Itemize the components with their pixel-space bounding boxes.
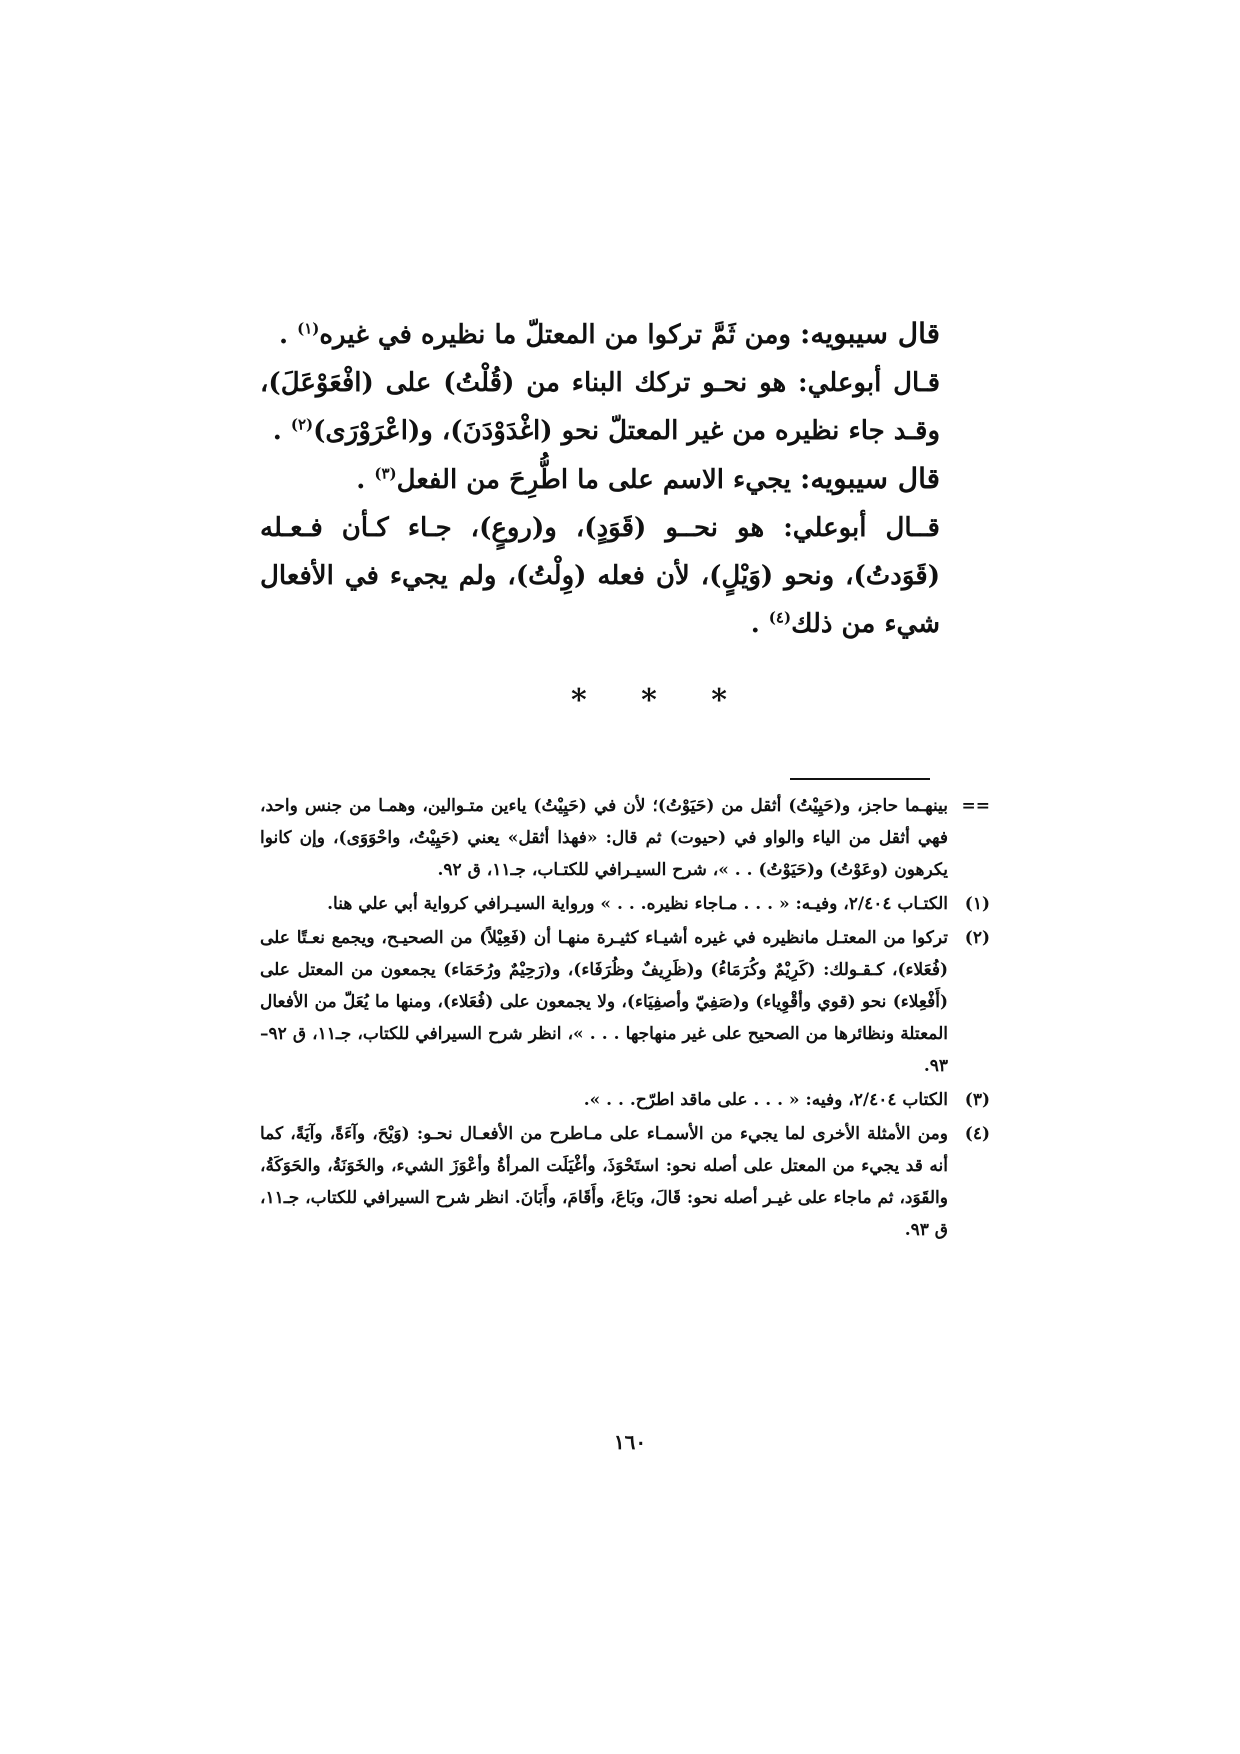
paragraph-2-text: قـال أبوعلي: هو نحـو تركك البناء من (قُلْتُ) على (افْعَوْعَلَ)، وقـد جاء نظيره من غير المعتلّ نحو (اغْدَوْدَنَ)، و(اعْرَوْرَى) [260, 368, 940, 446]
footnote-number: (٤) [964, 1124, 990, 1144]
footnote-2 [260, 922, 990, 1082]
footnote-number: (٣) [964, 1090, 990, 1110]
footnote-ref-3: (٣) [374, 464, 397, 483]
footnote-1 [260, 888, 990, 920]
footnote-number: (٢) [964, 928, 990, 948]
paragraph-4-end: . [750, 609, 769, 639]
footnote-number: (١) [964, 894, 990, 914]
paragraph-3-end: . [356, 465, 375, 495]
page-number [0, 1430, 1240, 1454]
paragraph-1-text: ومن ثَمَّ تركوا من المعتلّ ما نظيره في غيره [319, 320, 801, 350]
footnote-ref-2: (٢) [290, 415, 314, 434]
separator-stars: * * * [571, 683, 749, 718]
footnote-3 [260, 1084, 990, 1116]
footnote-text: ومن الأمثلة الأخرى لما يجيء من الأسمـاء على مـاطرح من الأفعـال نحـو: (وَيْحَ، وآءَةً، وآيَةً، كما أنه قد يجيء من المعتل على أصله نحو: استَحْوَذَ، وأغْيَلَت المرأةُ وأعْوَزَ الشيء، والخَوَنَةُ، والحَوَكَةُ، والقَوَد، ثم ماجاء على غيـر أصله نحو: قَالَ، وبَاعَ، وأَقَامَ، وأَبَانَ. انظر شرح السيرافي للكتاب، جـ١١، ق ٩٣. [260, 1124, 948, 1240]
paragraph-4 [260, 504, 990, 648]
footnote-rule [790, 778, 930, 780]
paragraph-3-text: يجيء الاسم على ما اطُّرِحَ من الفعل [396, 465, 801, 495]
footnote-ref-1: (١) [297, 319, 320, 338]
footnote-continued [260, 790, 990, 886]
speaker-label: قال سيبويه: [800, 462, 940, 495]
speaker-label: قال سيبويه: [800, 317, 940, 350]
footnote-number: == [961, 796, 990, 816]
paragraph-3 [260, 455, 990, 504]
footnote-text: بينهـما حاجز، و(حَيِيْتُ) أثقل من (حَيَوْتُ)؛ لأن في (حَيِيْتُ) ياءين متـوالين، وهمـا من جنس واحد، فهي أثقل من الياء والواو في (حيوت) ثم قال: «فهذا أثقل» يعني (حَيِيْتُ، واحْوَوَى)، وإن كانوا يكرهون (وعَوْتُ) و(حَيَوْتُ) . . »، شرح السيـرافي للكتـاب، جـ١١، ق ٩٢. [260, 796, 948, 880]
footnote-4 [260, 1118, 990, 1246]
page-number-text: ١٦٠ [613, 1430, 647, 1454]
paragraph-1-end: . [279, 320, 298, 350]
footnote-text: تركوا من المعتـل مانظيره في غيره أشيـاء كثيـرة منهـا أن (فَعِيْلاً) من الصحيـح، ويجمع نعـتًا على (فُعَلاء)، كـقـولك: (كَرِيْمٌ وكُرَمَاءُ) و(ظَرِيفٌ وظُرَفَاء)، و(رَحِيْمٌ ورُحَمَاء) يجمعون من المعتل على (أَفْعِلاء) نحو (قوي وأقْوِياء) و(صَفِيّ وأصفِيَاء)، ولا يجمعون على (فُعَلاء)، ومنها ما يُعَلّ من الأفعال المعتلة ونظائرها من الصحيح على غير منهاجها . . . »، انظر شرح السيرافي للكتاب، جـ١١، ق ٩٢– ٩٣. [260, 928, 948, 1076]
paragraph-2 [260, 359, 990, 455]
paragraph-1 [260, 310, 990, 359]
paragraph-4-text: قــال أبوعلي: هو نحــو (قَوَدٍ)، و(روعٍ)، جـاء كـأن فـعـله (قَوَدتُ)، ونحو (وَيْلٍ)، لأن فعله (وِلْتُ)، ولم يجيء في الأفعال شيء من ذلك [260, 513, 940, 639]
footnote-text: الكتاب ٢/٤٠٤، وفيه: « . . . على ماقد اطرّح. . . ». [583, 1090, 948, 1110]
footnote-ref-4: (٤) [768, 608, 792, 627]
footnotes-block [260, 790, 990, 1248]
main-text-block [260, 310, 990, 648]
footnote-text: الكتـاب ٢/٤٠٤، وفيـه: « . . . مـاجاء نظيره. . . » ورواية السيـرافي كرواية أبي علي هنا. [327, 894, 948, 914]
section-separator [0, 683, 1240, 718]
paragraph-2-end: . [272, 416, 291, 446]
